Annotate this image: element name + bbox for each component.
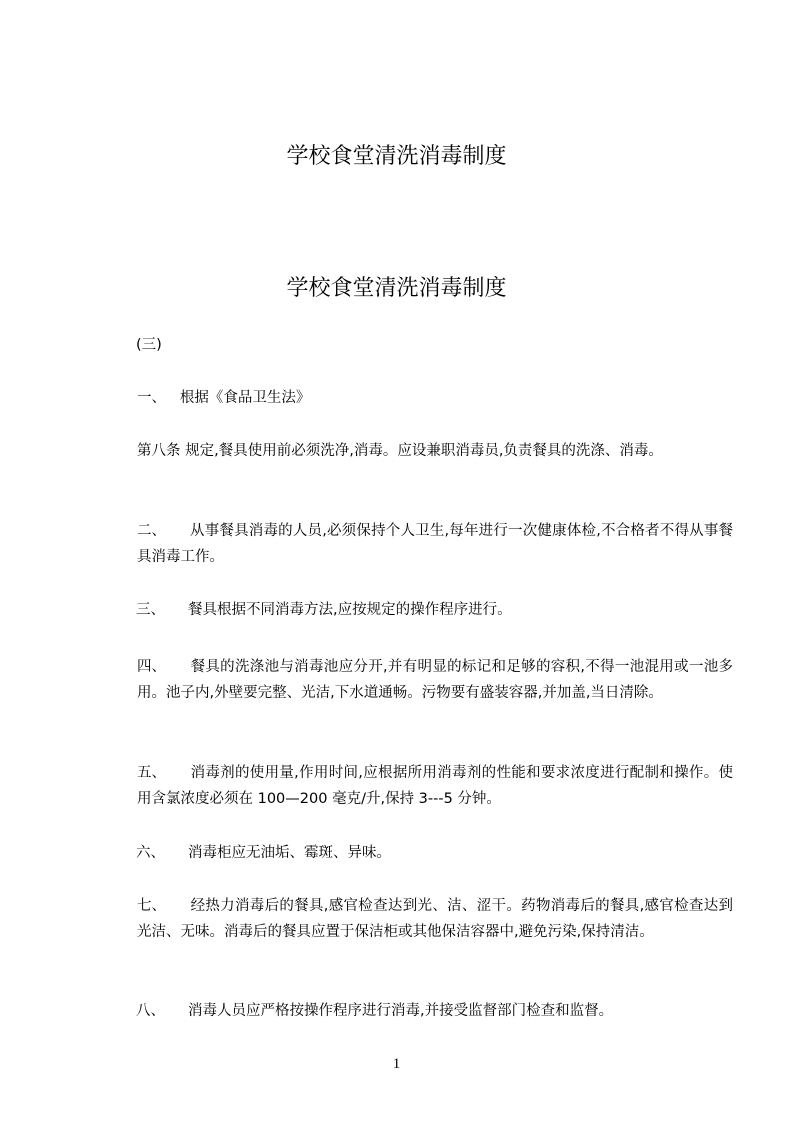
clause-4 bbox=[105, 654, 733, 706]
clause-3 bbox=[105, 597, 732, 623]
clause-text: 消毒柜应无油垢、霉斑、异味。 bbox=[188, 845, 392, 861]
document-title-main: 学校食堂清洗消毒制度 bbox=[286, 276, 507, 301]
document-subtitle: (三) bbox=[136, 337, 162, 353]
clause-text: 餐具的洗涤池与消毒池应分开,并有明显的标记和足够的容积,不得一池混用或一池多用。池子内,外壁要完整、光洁,下水道通畅。污物要有盛装容器,并加盖,当日清除。 bbox=[137, 659, 733, 701]
clause-number: 一、 bbox=[137, 390, 166, 406]
clause-2 bbox=[105, 518, 733, 570]
clause-text: 消毒人员应严格按操作程序进行消毒,并接受监督部门检查和监督。 bbox=[188, 1003, 614, 1019]
page-number: 1 bbox=[392, 1056, 401, 1072]
clause-6 bbox=[105, 840, 732, 866]
clause-text: 消毒剂的使用量,作用时间,应根据所用消毒剂的性能和要求浓度进行配制和操作。使用含氯浓度必须在 100—200 毫克/升,保持 3---5 分钟。 bbox=[137, 765, 733, 807]
clause-number: 五、 bbox=[137, 765, 166, 781]
clause-text: 第八条 规定,餐具使用前必须洗净,消毒。应设兼职消毒员,负责餐具的洗涤、消毒。 bbox=[137, 443, 663, 459]
clause-number: 七、 bbox=[137, 898, 166, 914]
clause-text: 从事餐具消毒的人员,必须保持个人卫生,每年进行一次健康体检,不合格者不得从事餐具消毒工作。 bbox=[137, 523, 734, 565]
clause-number: 二、 bbox=[137, 523, 166, 539]
clause-text: 根据《食品卫生法》 bbox=[179, 390, 311, 406]
clause-5 bbox=[105, 760, 733, 812]
document-title-top: 学校食堂清洗消毒制度 bbox=[286, 144, 507, 169]
clause-number: 六、 bbox=[136, 845, 165, 861]
clause-text: 经热力消毒后的餐具,感官检查达到光、洁、涩干。药物消毒后的餐具,感官检查达到光洁、无味。消毒后的餐具应置于保洁柜或其他保洁容器中,避免污染,保持清洁。 bbox=[137, 898, 733, 940]
clause-1 bbox=[105, 385, 733, 411]
clause-7 bbox=[105, 893, 733, 945]
clause-number: 三、 bbox=[136, 602, 165, 618]
clause-number: 八、 bbox=[136, 1003, 165, 1019]
clause-number: 四、 bbox=[137, 659, 166, 675]
clause-text: 餐具根据不同消毒方法,应按规定的操作程序进行。 bbox=[188, 602, 512, 618]
clause-article-8 bbox=[105, 438, 733, 464]
clause-8 bbox=[105, 998, 732, 1024]
